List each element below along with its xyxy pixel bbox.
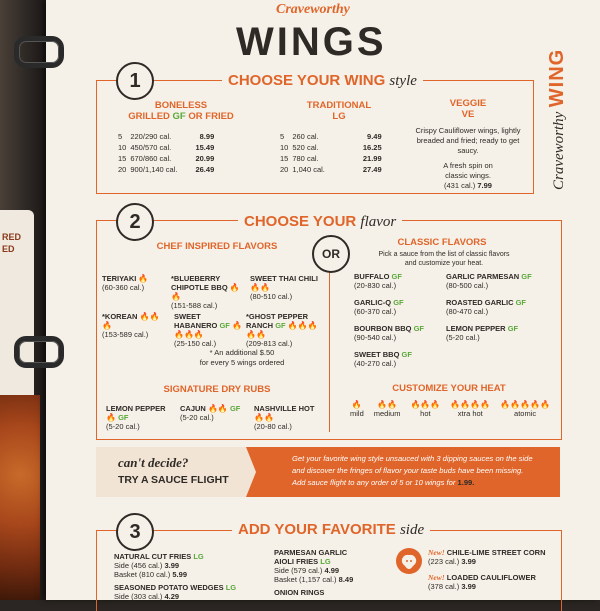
gf-badge: GF xyxy=(219,321,230,330)
lg-badge: LG xyxy=(193,552,204,561)
flight-text-3: Add sauce flight to any order of 5 or 10 wings for xyxy=(292,478,456,487)
classic-lemon-pepper xyxy=(446,324,556,342)
flame-icon: 🔥🔥🔥 xyxy=(102,312,160,330)
step1-heading xyxy=(222,72,423,90)
rub-cajun xyxy=(180,404,250,422)
heat-label: mild xyxy=(350,409,364,418)
flame-icon: 🔥🔥🔥 xyxy=(410,400,441,409)
side-natural-cut-fries xyxy=(114,552,254,579)
chef-note xyxy=(182,348,302,368)
flame-icon: 🔥🔥🔥🔥 xyxy=(450,400,491,409)
flavor-name: LEMON PEPPER xyxy=(446,324,506,333)
flavor-name: NASHVILLE HOT xyxy=(254,404,315,413)
size-cal: (456 cal.) xyxy=(131,561,163,570)
flame-icon: 🔥🔥🔥🔥🔥 xyxy=(500,400,550,409)
gf-badge: GF xyxy=(413,324,425,333)
classic-bourbon-bbq xyxy=(354,324,446,342)
size-cal: (303 cal.) xyxy=(131,592,163,601)
gf-badge: GF xyxy=(118,413,129,422)
heat-label: medium xyxy=(373,409,401,418)
size-label: Side xyxy=(114,592,130,601)
flame-icon: 🔥 xyxy=(351,400,362,409)
cal: 780 cal. xyxy=(292,154,319,163)
flavor-name: BUFFALO xyxy=(354,272,390,281)
cal: 220/290 cal. xyxy=(130,132,172,141)
binder-ring-bottom xyxy=(14,336,64,368)
side-cal: (223 cal.) xyxy=(428,557,460,566)
gf-badge: GF xyxy=(515,298,527,307)
size-label: Basket xyxy=(274,575,297,584)
flavor-cal: (5-20 cal.) xyxy=(180,413,214,422)
flavor-blueberry-chipotle xyxy=(171,274,246,310)
flavor-cal: (151-588 cal.) xyxy=(171,301,218,310)
classic-garlic-q xyxy=(354,298,446,316)
previous-page-text-2: ED xyxy=(2,244,15,254)
flavor-cal: (209-813 cal.) xyxy=(246,339,293,348)
cal: 260 cal. xyxy=(292,132,319,141)
veggie-description: Crispy Cauliflower wings, lightly breaded and fried; ready to get saucy. xyxy=(415,126,521,155)
size-cal: (1,157 cal.) xyxy=(299,575,337,584)
veggie-spin-1: A fresh spin on xyxy=(443,161,493,170)
size-price: 3.99 xyxy=(164,561,180,570)
side-name: SEASONED POTATO WEDGES xyxy=(114,583,224,592)
flame-icon: 🔥 xyxy=(106,413,116,422)
flavor-cal: (60-370 cal.) xyxy=(354,307,397,316)
step2-number: 2 xyxy=(116,203,154,241)
table-row xyxy=(280,154,386,165)
size-price: 8.49 xyxy=(338,575,354,584)
buffalo-icon xyxy=(396,548,422,574)
qty: 5 xyxy=(280,132,285,141)
flavor-teriyaki xyxy=(102,274,164,292)
flavor-name: TERIYAKI xyxy=(102,274,137,283)
size-price: 4.99 xyxy=(324,566,340,575)
veggie-spin-2: classic wings. xyxy=(445,171,491,180)
gf-badge: GF xyxy=(521,272,532,281)
veggie-price-line xyxy=(408,181,528,191)
flight-title: TRY A SAUCE FLIGHT xyxy=(118,474,229,486)
qty: 10 xyxy=(280,143,289,152)
traditional-lg: LG xyxy=(332,111,346,122)
side-loaded-cauliflower xyxy=(428,573,558,591)
dry-rubs-title: SIGNATURE DRY RUBS xyxy=(163,384,271,395)
heat-hot xyxy=(410,400,440,418)
table-row xyxy=(280,132,386,143)
step1-number: 1 xyxy=(116,62,154,100)
heat-atomic xyxy=(500,400,550,418)
price: 27.49 xyxy=(362,165,382,174)
flavor-ghost-pepper-ranch xyxy=(246,312,324,348)
flavor-cal: (80-470 cal.) xyxy=(446,307,489,316)
flavor-name: SWEET BBQ xyxy=(354,350,400,359)
veggie-title: VEGGIE xyxy=(449,98,487,109)
classic-buffalo xyxy=(354,272,446,290)
step2-heading xyxy=(238,213,402,231)
flavor-cal: (60-360 cal.) xyxy=(102,283,145,292)
rub-nashville-hot xyxy=(254,404,324,431)
qty: 20 xyxy=(118,165,127,174)
page-title: WINGS xyxy=(236,20,387,64)
gf-badge: GF xyxy=(391,272,402,281)
table-row xyxy=(280,165,386,176)
price: 26.49 xyxy=(195,165,215,174)
flight-text-1: Get your favorite wing style unsauced with 3 dipping sauces on the side xyxy=(292,454,533,463)
flavor-name: SWEET HABANERO xyxy=(174,312,218,330)
boneless-fried: OR FRIED xyxy=(188,111,234,122)
binder-ring-top xyxy=(14,36,64,68)
classic-sweet-bbq xyxy=(354,350,446,368)
step3-heading-script: side xyxy=(399,522,425,538)
heat-mild xyxy=(350,400,364,418)
price: 8.99 xyxy=(199,132,215,141)
side-word: WING xyxy=(546,48,568,108)
side-chile-lime-corn xyxy=(428,548,558,566)
gf-badge: GF xyxy=(507,324,519,333)
gf-badge: GF xyxy=(401,350,412,359)
boneless-grilled: GRILLED xyxy=(128,111,170,122)
flavor-korean xyxy=(102,312,166,339)
rub-lemon-pepper xyxy=(106,404,170,431)
qty: 15 xyxy=(118,154,127,163)
flame-icon: 🔥🔥🔥🔥🔥 xyxy=(246,321,318,339)
wings-photo xyxy=(0,395,40,600)
flavor-sweet-thai-chili xyxy=(250,274,322,301)
boneless-gf: GF xyxy=(172,111,186,122)
cal: 520 cal. xyxy=(292,143,319,152)
side-price: 3.99 xyxy=(461,582,476,591)
side-price: 3.99 xyxy=(461,557,476,566)
flavor-name: GARLIC-Q xyxy=(354,298,392,307)
size-label: Side xyxy=(114,561,130,570)
flavor-name: *KOREAN xyxy=(102,312,138,321)
gf-badge: GF xyxy=(275,321,286,330)
lg-badge: LG xyxy=(225,583,237,592)
price: 9.49 xyxy=(367,132,382,141)
side-name-2: AIOLI FRIES xyxy=(274,557,319,566)
qty: 20 xyxy=(280,165,289,174)
table-row xyxy=(118,154,218,165)
heat-xtra-hot xyxy=(450,400,490,418)
veggie-price: 7.99 xyxy=(477,181,492,190)
price: 20.99 xyxy=(195,154,215,163)
flavor-cal: (25-150 cal.) xyxy=(174,339,217,348)
flavor-cal: (40-270 cal.) xyxy=(354,359,397,368)
veggie-cal: (431 cal.) xyxy=(444,181,476,190)
price: 15.49 xyxy=(195,143,215,152)
table-row xyxy=(118,132,218,143)
traditional-price-table xyxy=(280,132,386,176)
new-badge: New! xyxy=(428,573,445,582)
flight-price: 1.99. xyxy=(457,478,475,487)
step2-heading-script: flavor xyxy=(360,214,397,230)
flight-arrow xyxy=(246,447,256,497)
heat-scale xyxy=(350,400,550,418)
flame-icon: 🔥🔥 xyxy=(207,404,228,413)
flavor-cal: (5-20 cal.) xyxy=(106,422,140,431)
step3-heading xyxy=(232,521,430,539)
flavor-name: *BLUEBERRY CHIPOTLE BBQ xyxy=(171,274,228,292)
flight-text-3-line xyxy=(292,477,556,489)
flavor-name: BOURBON BBQ xyxy=(354,324,412,333)
flavor-cal: (80-510 cal.) xyxy=(250,292,293,301)
qty: 15 xyxy=(280,154,289,163)
side-name: NATURAL CUT FRIES xyxy=(114,552,192,561)
boneless-price-table xyxy=(118,132,218,176)
flight-text-2: and discover the fringes of flavor your taste buds have been missing. xyxy=(292,466,524,475)
flavor-name: ROASTED GARLIC xyxy=(446,298,514,307)
sauce-flight-label xyxy=(96,447,246,497)
flight-script: can't decide? xyxy=(118,455,189,470)
flame-icon: 🔥🔥 xyxy=(377,400,398,409)
flavor-cal: (20-80 cal.) xyxy=(254,422,292,431)
flame-icon: 🔥🔥 xyxy=(250,283,270,292)
flavor-name: CAJUN xyxy=(180,404,206,413)
gf-badge: GF xyxy=(393,298,404,307)
side-name-1: PARMESAN GARLIC xyxy=(274,548,348,557)
or-badge: OR xyxy=(312,235,350,273)
size-cal: (810 cal.) xyxy=(139,570,171,579)
chef-note-1: * An additional $.50 xyxy=(209,348,275,357)
flavor-sweet-habanero xyxy=(174,312,242,348)
heat-label: atomic xyxy=(514,409,537,418)
traditional-title: TRADITIONAL xyxy=(306,100,372,111)
classic-description xyxy=(346,250,542,268)
veggie-ve: VE xyxy=(461,109,475,120)
heat-label: xtra hot xyxy=(457,409,483,418)
price: 16.25 xyxy=(362,143,382,152)
size-price: 5.99 xyxy=(172,570,187,579)
flame-icon: 🔥🔥🔥🔥 xyxy=(174,321,242,339)
flavor-name: *GHOST PEPPER RANCH xyxy=(246,312,309,330)
veggie-column xyxy=(408,98,528,191)
boneless-subtitle xyxy=(106,111,256,122)
table-row xyxy=(118,143,218,154)
flavor-name: SWEET THAI CHILI xyxy=(250,274,318,283)
step3-heading-text: ADD YOUR FAVORITE xyxy=(238,521,396,538)
step2-heading-text: CHOOSE YOUR xyxy=(244,213,357,230)
side-name: CHILE-LIME STREET CORN xyxy=(446,548,546,557)
flame-icon: 🔥🔥 xyxy=(171,283,240,301)
classic-garlic-parmesan xyxy=(446,272,556,290)
chef-flavors-title: CHEF INSPIRED FLAVORS xyxy=(156,241,278,252)
new-badge: New! xyxy=(428,548,445,557)
price: 21.99 xyxy=(362,154,382,163)
brand-script: Craveworthy xyxy=(276,2,350,17)
flavor-name: LEMON PEPPER xyxy=(106,404,166,413)
flavor-cal: (153-589 cal.) xyxy=(102,330,149,339)
qty: 5 xyxy=(118,132,123,141)
menu-page xyxy=(46,0,600,600)
side-onion-rings: ONION RINGS xyxy=(274,588,325,597)
gf-badge: GF xyxy=(229,404,241,413)
classic-desc-1: Pick a sauce from the list of classic flavors xyxy=(378,251,510,258)
heat-medium xyxy=(374,400,401,418)
size-label: Side xyxy=(274,566,290,575)
classic-flavors-title: CLASSIC FLAVORS xyxy=(397,237,487,248)
qty: 10 xyxy=(118,143,127,152)
heat-title: CUSTOMIZE YOUR HEAT xyxy=(392,383,506,394)
flavor-cal: (5-20 cal.) xyxy=(446,333,480,342)
table-row xyxy=(280,143,386,154)
boneless-column xyxy=(106,100,256,176)
lg-badge: LG xyxy=(320,557,331,566)
flame-icon: 🔥 xyxy=(138,274,149,283)
size-price: 4.29 xyxy=(164,592,180,601)
side-vertical-label xyxy=(546,48,576,190)
side-parmesan-garlic-fries xyxy=(274,548,384,584)
side-name: LOADED CAULIFLOWER xyxy=(446,573,536,582)
buffalo-logo-icon xyxy=(396,548,422,574)
size-label: Basket xyxy=(114,570,137,579)
previous-page-text-1: RED xyxy=(2,232,22,242)
side-brand: Craveworthy xyxy=(551,111,567,190)
size-cal: (579 cal.) xyxy=(291,566,323,575)
side-cal: (378 cal.) xyxy=(428,582,460,591)
flavor-cal: (80-500 cal.) xyxy=(446,281,489,290)
flame-icon: 🔥🔥 xyxy=(254,413,274,422)
cal: 450/570 cal. xyxy=(130,143,172,152)
flavor-cal: (90-540 cal.) xyxy=(354,333,397,342)
flavor-cal: (20-830 cal.) xyxy=(354,281,397,290)
table-row xyxy=(118,165,218,176)
flavor-name: GARLIC PARMESAN xyxy=(446,272,520,281)
heat-label: hot xyxy=(420,409,431,418)
chef-note-2: for every 5 wings ordered xyxy=(199,358,285,367)
classic-roasted-garlic xyxy=(446,298,556,316)
step3-number: 3 xyxy=(116,513,154,551)
step1-heading-text: CHOOSE YOUR WING xyxy=(228,72,386,89)
cal: 900/1,140 cal. xyxy=(130,165,178,174)
cal: 1,040 cal. xyxy=(292,165,325,174)
boneless-title: BONELESS xyxy=(154,100,208,111)
side-potato-wedges xyxy=(114,583,264,601)
sauce-flight-banner xyxy=(96,447,560,497)
classic-desc-2: and customize your heat. xyxy=(404,260,484,267)
traditional-column xyxy=(274,100,404,176)
flight-text xyxy=(292,453,556,489)
step1-heading-script: style xyxy=(389,73,417,89)
cal: 670/860 cal. xyxy=(130,154,172,163)
